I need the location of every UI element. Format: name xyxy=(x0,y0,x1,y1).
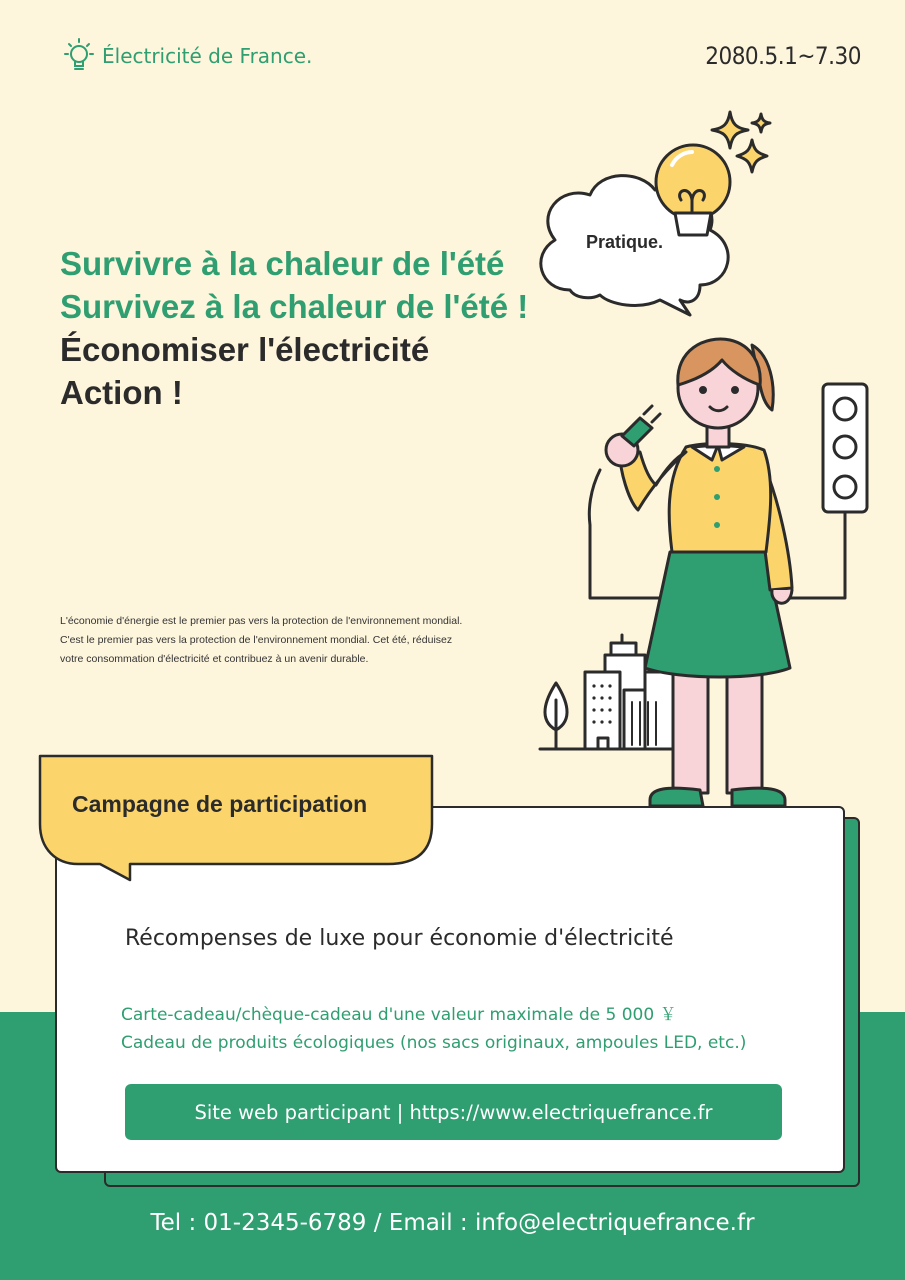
contact-info: Tel : 01-2345-6789 / Email : info@electriquefrance.fr xyxy=(150,1210,755,1236)
headline-line-1: Survivre à la chaleur de l'été xyxy=(60,245,505,282)
intro-line-3: votre consommation d'électricité et contribuez à un avenir durable. xyxy=(60,653,369,665)
tree xyxy=(545,683,567,748)
headline-line-2: Survivez à la chaleur de l'été ! xyxy=(60,288,529,325)
yellow-shirt xyxy=(669,444,771,552)
sparkle-icon xyxy=(737,140,767,172)
headline-line-3: Économiser l'électricité xyxy=(60,331,430,368)
intro-line-1: L'économie d'énergie est le premier pas vers la protection de l'environnement mondial. xyxy=(60,615,463,627)
campaign-badge-label: Campagne de participation xyxy=(72,791,368,817)
brand-name: Électricité de France. xyxy=(102,44,313,68)
bubble-text: Pratique. xyxy=(586,232,664,252)
participant-site-button[interactable]: Site web participant | https://www.electriquefrance.fr xyxy=(125,1084,782,1140)
sparkle-icon xyxy=(712,112,748,148)
intro-line-2: C'est le premier pas vers la protection de l'environnement mondial. Cet été, réduisez xyxy=(60,634,453,646)
reward-item: Cadeau de produits écologiques (nos sacs originaux, ampoules LED, etc.) xyxy=(121,1033,747,1053)
campaign-badge xyxy=(38,754,438,884)
headline-line-4: Action ! xyxy=(60,374,183,411)
sparkle-icon xyxy=(752,114,770,132)
date-range: 2080.5.1~7.30 xyxy=(705,42,861,70)
rewards-title: Récompenses de luxe pour économie d'électricité xyxy=(125,926,674,951)
reward-item: Carte-cadeau/chèque-cadeau d'une valeur maximale de 5 000 ￥ xyxy=(121,1005,677,1025)
building xyxy=(645,672,673,749)
